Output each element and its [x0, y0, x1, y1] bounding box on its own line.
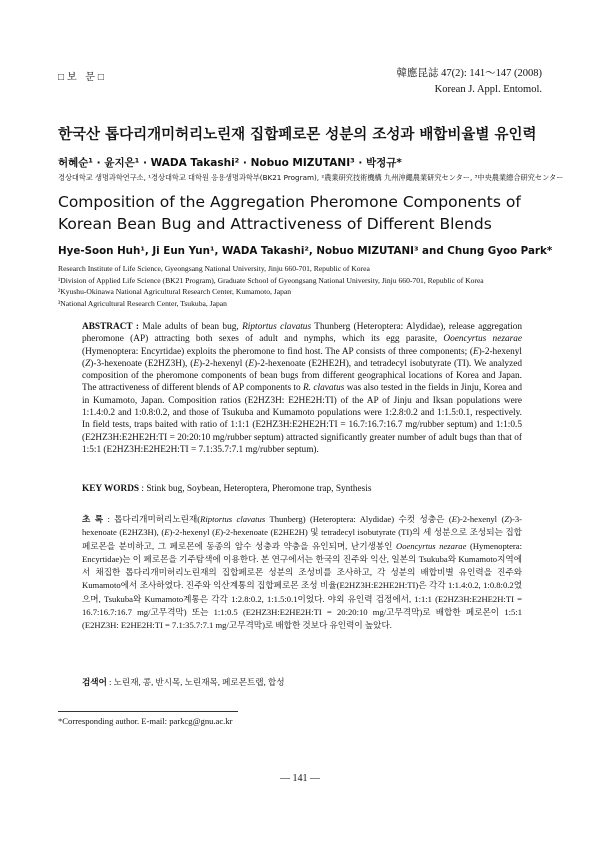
abstract — [82, 321, 522, 456]
korean-abstract-text: )-2-hexenoate (E2HE2H) 및 tetradecyl isobutyrate (TI)의 세 성분으로 조성되는 집합페로몬을 분비하고, 그 페로몬에 동종의 암수 성충과 약충을 유인되며, 난기생봉인 — [82, 527, 522, 551]
keywords — [82, 484, 522, 494]
korean-keywords — [82, 676, 522, 688]
abstract-text: Male adults of bean bug, — [138, 322, 243, 332]
affiliation-line: ¹Division of Applied Life Science (BK21 Program), Graduate School of Gyeongsang National University, Jinju 660-701, Republic of Korea — [58, 275, 484, 285]
article-type: □보 문□ — [58, 72, 107, 83]
isomer-letter: E — [164, 527, 170, 538]
abstract-text: (Hymenoptera: Encyrtidae) exploits the pheromone to find host. The AP consists of three components; ( — [82, 346, 473, 357]
species-name: Ooencyrtus nezarae — [396, 540, 467, 551]
species-name: Riptortus clavatus — [200, 514, 266, 524]
journal-citation: 韓應昆誌 47(2): 141～147 (2008) — [396, 68, 542, 79]
abstract-text: )-2-hexenyl ( — [82, 346, 522, 369]
keywords-text: : Stink bug, Soybean, Heteroptera, Pheromone trap, Synthesis — [139, 484, 372, 494]
abstract-text: )-2-hexenoate (E2HE2H), and tetradecyl isobutyrate (TI). We analyzed composition of the pheromone components of bean bugs from different geographical locations of Korea and Japan. The attractiveness of different blends of AP components to — [82, 358, 522, 394]
isomer-letter: E — [451, 514, 457, 524]
korean-abstract-text: (Hymenoptera: Encyrtidae)는 이 페로몬을 기주탐색에 이용한다. 본 연구에서는 한국의 진주와 익산, 일본의 Tsukuba와 Kumamoto지역에서 채집한 톱다리개미허리노린재의 집합페로몬 성분의 조성비를 조사하고, 각 성분의 배합비별 유인력을 진주와 Kumamoto에서 조사하였다. 진주와 익산계통의 집합페로몬 조성 비율(E2HZ3H:E2HE2H:TI)은 각각 1:1.4:0.2, 1:0.8:0.2였으며, Tsukuba와 Kumamoto계통은 각각 1:2.8:0.2, 1:1.5:0.1이었다. 야외 유인력 검정에서, 1:1:1 (E2HZ3H:E2HE2H:TI = 16.7:16.7:16.7 mg/고무격막) 또는 1:1:0.5 (E2HZ3H:E2HE2H:TI = 20:20:10 mg/고무격막)로 배합한 페로몬이 1:5:1 (E2HZ3H: E2HE2H:TI = 7.1:35.7:7.1 mg/고무격막)로 배합한 것보다 유인력이 높았다. — [82, 540, 523, 631]
abstract-text: )-3-hexenoate (E2HZ3H), ( — [90, 358, 194, 369]
korean-abstract-text: )-2-hexenyl ( — [456, 514, 505, 524]
corresponding-author-footnote: *Corresponding author. E-mail: parkcg@gnu.ac.kr — [58, 716, 233, 726]
korean-title: 한국산 톱다리개미허리노린재 집합페로몬 성분의 조성과 배합비율별 유인력 — [58, 127, 537, 143]
abstract-text: was also tested in the fields in Jinju, Korea and in Kumamoto, Japan. Composition ratios (E2HZ3H: E2HE2H:TI) of the AP of Jinju and Iksan populations were 1:1.4:0.2 and 1:0.8:0.2, and those of Tsukuba and Kumamoto populations were 1:2.8:0.2 and 1:1.5:0.1, respectively. In field tests, traps baited with ratio of 1:1:1 (E2HZ3H:E2HE2H:TI = 16.7:16.7:16.7 mg/rubber septum) and 1:1:0.5 (E2HZ3H:E2HE2H:TI = 20:20:10 mg/rubber septum) attracted significantly greater number of adult bugs than that of 1:5:1 (E2HZ3H:E2HE2H:TI = 7.1:35.7:7.1 mg/rubber septum). — [82, 383, 522, 455]
isomer-letter: Z — [504, 514, 510, 524]
journal-info — [396, 66, 542, 98]
isomer-letter: E — [193, 358, 200, 369]
korean-abstract-label: 초 록 — [82, 514, 104, 524]
korean-authors: 허혜순¹ · 윤지은¹ · WADA Takashi² · Nobuo MIZUTANI³ · 박정규* — [58, 157, 402, 169]
affiliation-line: ³National Agricultural Research Center, Tsukuba, Japan — [58, 298, 227, 308]
abstract-text: Thunberg (Heteroptera: Alydidae), release aggregation pheromone (AP) attracting both sexes of adult and nymphs, which its egg parasite, — [82, 322, 523, 345]
keywords-label: KEY WORDS — [82, 484, 140, 494]
affiliation-line: Research Institute of Life Science, Gyeongsang National University, Jinju 660-701, Republic of Korea — [58, 264, 370, 273]
korean-abstract-text: : 톱다리개미허리노린재( — [103, 514, 201, 524]
affiliation-line: ²Kyushu-Okinawa National Agricultural Research Center, Kumamoto, Japan — [58, 287, 292, 297]
korean-abstract-text: Thunberg) (Heteroptera: Alydidae) 수컷 성충은 ( — [265, 514, 452, 524]
species-name: Riptortus clavatus — [242, 322, 312, 332]
species-name: R. clavatus — [303, 383, 345, 394]
abstract-label: ABSTRACT : — [82, 322, 139, 332]
page-number: ― 141 ― — [280, 773, 320, 784]
footnote-divider — [58, 711, 238, 712]
korean-keywords-label: 검색어 — [82, 677, 107, 687]
isomer-letter: E — [248, 358, 255, 369]
korean-affiliation: 경상대학교 생명과학연구소, ¹경상대학교 대학원 응용생명과학부(BK21 Program), ²農業研究技術機構 九州沖繩農業研究センター, ³中央農業總合研究センター — [58, 173, 564, 182]
journal-name: Korean J. Appl. Entomol. — [434, 84, 542, 95]
korean-abstract — [82, 513, 522, 633]
korean-abstract-text: )-3-hexenoate (E2HZ3H), ( — [82, 514, 523, 538]
isomer-letter: Z — [85, 358, 91, 369]
english-authors: Hye-Soon Huh¹, Ji Eun Yun¹, WADA Takashi², Nobuo MIZUTANI³ and Chung Gyoo Park* — [58, 245, 553, 257]
isomer-letter: E — [214, 527, 221, 538]
korean-abstract-text: )-2-hexenyl ( — [169, 527, 215, 538]
species-name: Ooencyrtus nezarae — [443, 334, 522, 345]
english-affiliations — [58, 263, 484, 309]
isomer-letter: E — [472, 346, 479, 357]
korean-keywords-text: : 노린재, 콩, 반시목, 노린재목, 페로몬트랩, 합성 — [106, 677, 285, 687]
abstract-text: )-2-hexenyl ( — [199, 358, 249, 369]
english-title: Composition of the Aggregation Pheromone Components of Korean Bean Bug and Attractiveness of Different Blends — [58, 193, 521, 233]
